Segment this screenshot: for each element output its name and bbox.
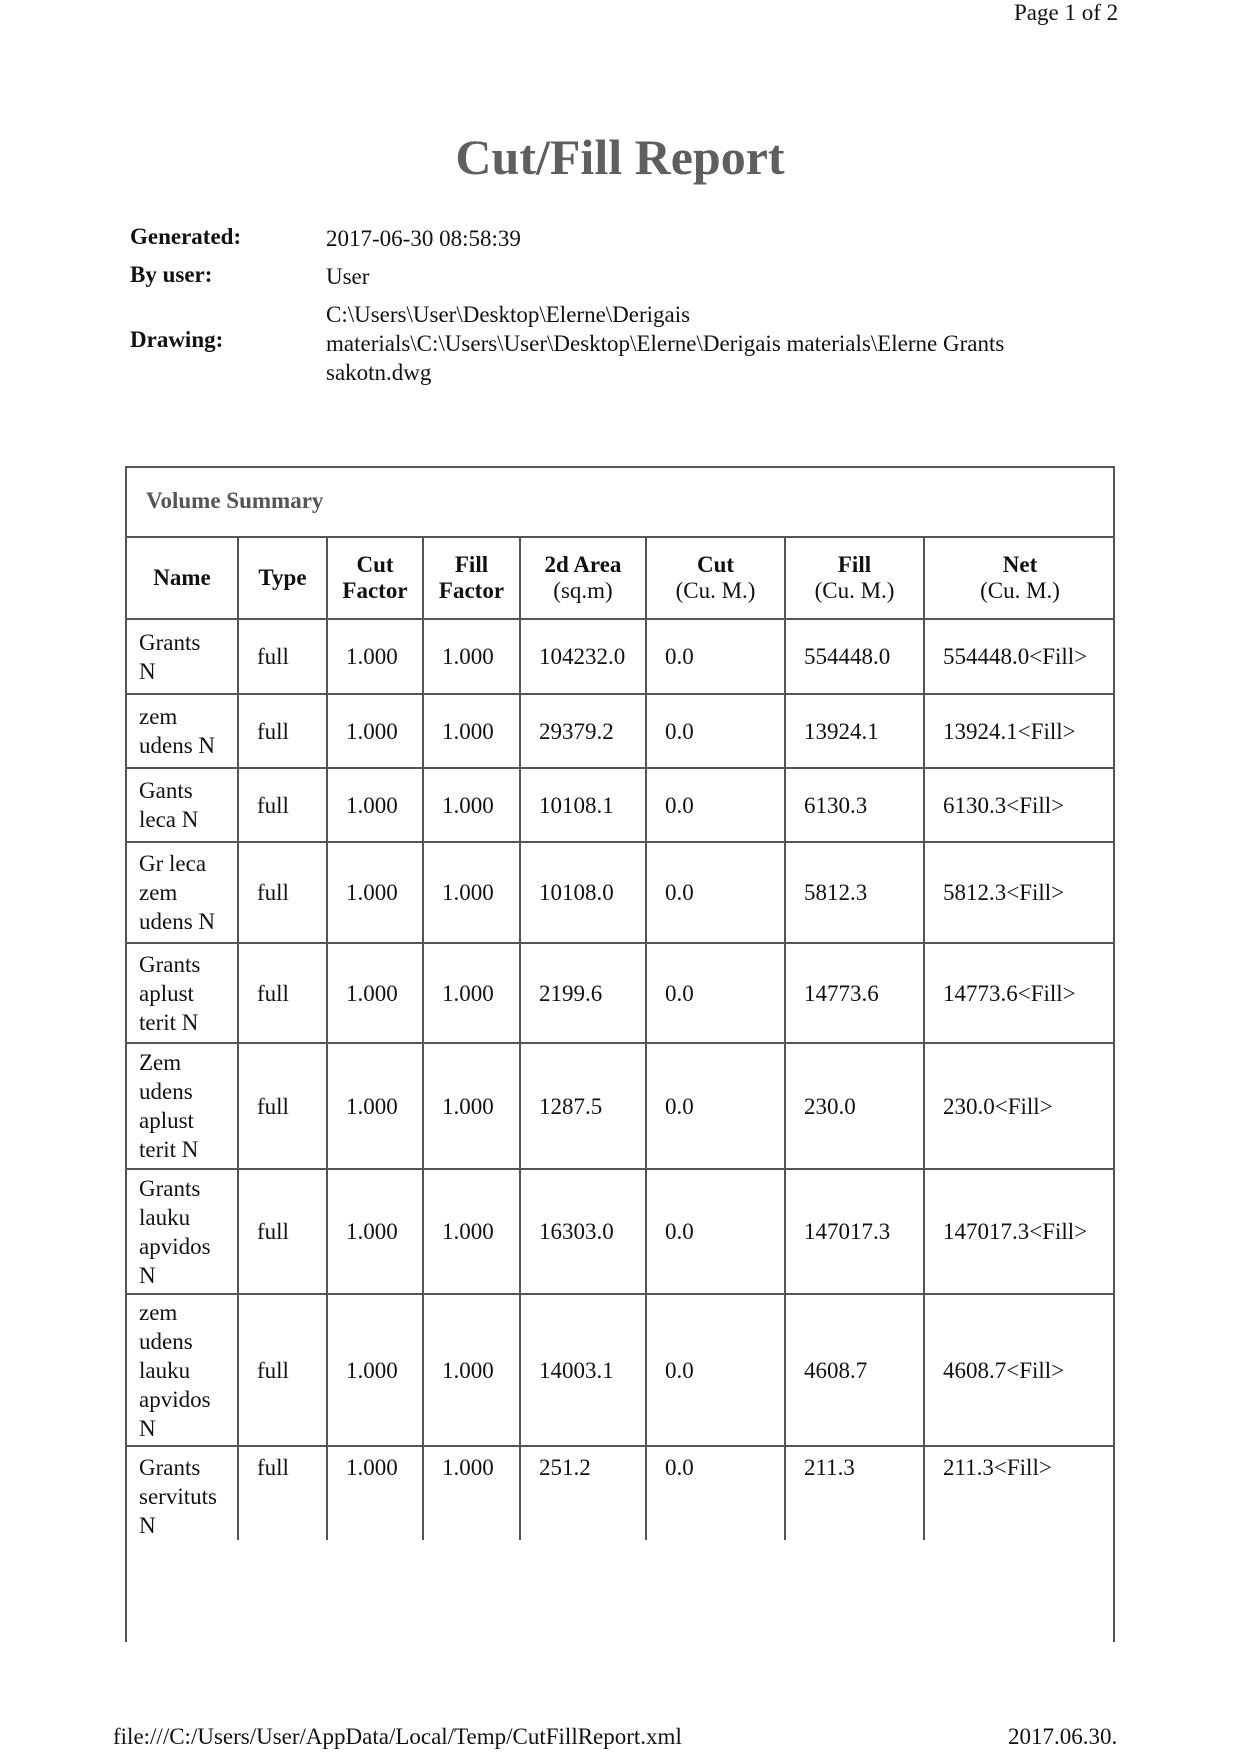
cell-fill: 147017.3 [785,1169,924,1294]
column-header-unit: Factor [438,578,505,603]
column-header-label: Fill [454,552,489,577]
column-header-unit: (sq.m) [553,578,613,603]
cell-name-line: aplust [139,980,194,1006]
cell-fill: 554448.0 [785,619,924,694]
cell-net: 554448.0<Fill> [924,619,1115,694]
cell-name-line: apvidos [139,1386,211,1412]
cell-name-line: terit N [139,1137,199,1162]
cell-type: full [238,1043,327,1169]
cell-name-line: lauku [139,1204,191,1230]
cell-name-line: Grants [139,1175,201,1201]
column-header [327,538,423,619]
cell-cut: 0.0 [646,943,785,1043]
table-row [127,842,1115,943]
cell-name-line: zem [139,1299,178,1325]
cell-type: full [238,1169,327,1294]
user-label: By user: [130,262,213,287]
cell-net: 211.3<Fill> [924,1446,1115,1540]
cell-cut-factor: 1.000 [327,619,423,694]
cell-net: 4608.7<Fill> [924,1294,1115,1446]
cell-cut-factor: 1.000 [327,943,423,1043]
cell-fill: 5812.3 [785,842,924,943]
cell-name-line: udens [139,1079,193,1104]
table-row [127,694,1115,768]
cell-name-line: zem [139,880,178,905]
column-header-unit: (Cu. M.) [980,578,1060,603]
cell-area: 1287.5 [520,1043,646,1169]
cell-name-line: Gants [139,778,193,803]
footer-path: file:///C:/Users/User/AppData/Local/Temp/CutFillReport.xml [113,1724,682,1749]
table-row [127,768,1115,842]
drawing-label: Drawing: [130,327,224,352]
cell-cut-factor: 1.000 [327,842,423,943]
cell-fill-factor: 1.000 [423,694,520,768]
cell-name [127,1169,238,1294]
cell-fill-factor: 1.000 [423,943,520,1043]
volume-table [127,538,1115,1540]
cell-name-line: servituts [139,1484,217,1509]
drawing-line: sakotn.dwg [326,360,432,385]
cell-area: 10108.0 [520,842,646,943]
table-caption: Volume Summary [127,468,1113,538]
drawing-value [326,300,1004,387]
drawing-line: C:\Users\User\Desktop\Elerne\Derigais [326,302,691,327]
cell-type: full [238,619,327,694]
cell-fill-factor: 1.000 [423,1294,520,1446]
cell-cut-factor: 1.000 [327,768,423,842]
cell-cut: 0.0 [646,1169,785,1294]
cell-fill: 13924.1 [785,694,924,768]
footer-date: 2017.06.30. [1008,1724,1118,1749]
column-header [924,538,1115,619]
cell-name-line: apvidos [139,1233,211,1259]
cell-type: full [238,943,327,1043]
cell-fill: 14773.6 [785,943,924,1043]
cell-name-line: Zem [139,1050,182,1075]
column-header-label: Cut [696,552,735,577]
cell-area: 16303.0 [520,1169,646,1294]
cell-name-line: udens N [139,733,216,758]
table-row [127,1043,1115,1169]
column-header [785,538,924,619]
cell-fill-factor: 1.000 [423,1446,520,1540]
cell-name [127,1294,238,1446]
table-row [127,1446,1115,1540]
cell-name-line: zem [139,704,178,729]
cell-cut: 0.0 [646,619,785,694]
cell-cut: 0.0 [646,842,785,943]
cell-area: 29379.2 [520,694,646,768]
cell-cut-factor: 1.000 [327,1169,423,1294]
cell-name-line: N [139,1262,156,1288]
cell-type: full [238,1294,327,1446]
cell-name-line: Grants [139,629,201,655]
column-header [520,538,646,619]
cell-type: full [238,694,327,768]
table-row [127,1169,1115,1294]
cell-cut: 0.0 [646,768,785,842]
cell-net: 230.0<Fill> [924,1043,1115,1169]
cell-cut: 0.0 [646,1446,785,1540]
cell-net: 13924.1<Fill> [924,694,1115,768]
cell-name-line: aplust [139,1108,194,1133]
cell-name [127,1446,238,1540]
table-row [127,619,1115,694]
cell-area: 104232.0 [520,619,646,694]
cell-cut-factor: 1.000 [327,694,423,768]
cell-net: 14773.6<Fill> [924,943,1115,1043]
column-header-label: Name [153,565,211,590]
cell-name [127,768,238,842]
cell-name [127,694,238,768]
cell-name [127,619,238,694]
cell-cut-factor: 1.000 [327,1294,423,1446]
cell-fill-factor: 1.000 [423,842,520,943]
cell-net: 5812.3<Fill> [924,842,1115,943]
cell-fill: 230.0 [785,1043,924,1169]
cell-name-line: N [139,1415,156,1441]
cell-fill: 211.3 [785,1446,924,1540]
cell-cut-factor: 1.000 [327,1446,423,1540]
user-value: User [326,264,370,289]
cell-name-line: Gr leca [139,851,207,876]
cell-fill: 4608.7 [785,1294,924,1446]
page-number: Page 1 of 2 [1014,0,1119,25]
column-header-label: 2d Area [544,552,622,577]
drawing-line: materials\C:\Users\User\Desktop\Elerne\Derigais materials\Elerne Grants [326,331,1005,356]
table-row [127,943,1115,1043]
header-row [127,538,1115,619]
column-header-label: Type [258,565,307,590]
column-header [238,538,327,619]
column-header-label: Fill [837,552,872,577]
cell-name [127,1043,238,1169]
column-header [646,538,785,619]
table-row [127,1294,1115,1446]
cell-cut: 0.0 [646,1043,785,1169]
cell-fill-factor: 1.000 [423,1043,520,1169]
cell-name-line: N [139,658,156,684]
cell-area: 10108.1 [520,768,646,842]
cell-fill-factor: 1.000 [423,619,520,694]
cell-fill-factor: 1.000 [423,768,520,842]
column-header-unit: (Cu. M.) [675,578,756,603]
cell-cut-factor: 1.000 [327,1043,423,1169]
cell-name-line: terit N [139,1009,199,1035]
cell-net: 6130.3<Fill> [924,768,1115,842]
cell-name [127,842,238,943]
column-header-unit: (Cu. M.) [814,578,895,603]
cell-name-line: N [139,1513,156,1538]
cell-cut: 0.0 [646,1294,785,1446]
cell-name-line: Grants [139,951,201,977]
cell-type: full [238,1446,327,1540]
cell-fill: 6130.3 [785,768,924,842]
cell-name-line: lauku [139,1357,191,1383]
cell-net: 147017.3<Fill> [924,1169,1115,1294]
cell-area: 2199.6 [520,943,646,1043]
volume-summary-table [125,466,1115,1642]
cell-name-line: udens N [139,909,216,934]
cell-type: full [238,842,327,943]
cell-fill-factor: 1.000 [423,1169,520,1294]
cell-name [127,943,238,1043]
cell-name-line: leca N [139,807,199,832]
cell-area: 251.2 [520,1446,646,1540]
cell-name-line: udens [139,1328,193,1354]
generated-value: 2017-06-30 08:58:39 [326,226,521,251]
column-header-label: Net [1002,552,1038,577]
cell-cut: 0.0 [646,694,785,768]
column-header-unit: Factor [342,578,408,603]
generated-label: Generated: [130,224,242,249]
cell-name-line: Grants [139,1455,201,1480]
cell-type: full [238,768,327,842]
cell-area: 14003.1 [520,1294,646,1446]
column-header-label: Cut [356,552,394,577]
column-header [127,538,238,619]
column-header [423,538,520,619]
report-title: Cut/Fill Report [455,129,785,185]
